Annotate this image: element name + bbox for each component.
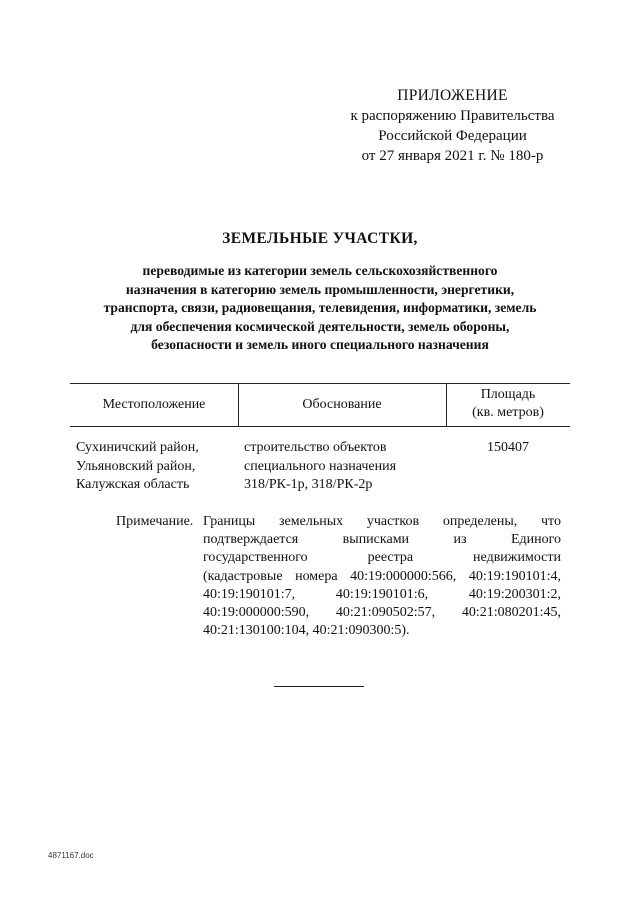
document-subtitle (90, 262, 550, 355)
header-area-line1: Площадь (480, 387, 536, 402)
table-header-rule (70, 426, 570, 427)
subtitle-line: назначения в категорию земель промышленности, энергетики, (125, 281, 515, 297)
document-code: 4871167.doc (48, 851, 94, 860)
subtitle-line: для обеспечения космической деятельности, земель обороны, (130, 318, 510, 334)
annex-line-government: Российской Федерации (378, 128, 527, 144)
cell-area: 150407 (487, 440, 529, 455)
note-line: государственного реестра недвижимости (203, 550, 561, 566)
basis-line: строительство объектов (244, 440, 387, 455)
subtitle-line: безопасности и земель иного специального назначения (151, 337, 489, 353)
annex-title: ПРИЛОЖЕНИЕ (397, 87, 508, 104)
location-line: Калужская область (76, 477, 190, 492)
annex-header (330, 86, 575, 166)
annex-line-date-number: от 27 января 2021 г. № 180-р (361, 148, 544, 164)
note-line: 40:19:190101:7, 40:19:190101:6, 40:19:200301:2, (203, 586, 561, 602)
note-line: 40:19:000000:590, 40:21:090502:57, 40:21:080201:45, (203, 605, 561, 621)
cell-location (76, 439, 236, 495)
location-line: Ульяновский район, (76, 458, 196, 474)
header-area-line2: (кв. метров) (472, 405, 544, 420)
basis-line: специального назначения (244, 458, 397, 474)
header-location: Местоположение (102, 397, 206, 412)
end-of-document-rule (274, 686, 364, 687)
cell-basis (244, 439, 444, 495)
location-line: Сухиничский район, (76, 440, 199, 455)
subtitle-line: переводимые из категории земель сельскохозяйственного (142, 263, 498, 278)
header-basis: Обоснование (302, 397, 382, 412)
note-line: подтверждается выписками из Единого (203, 532, 561, 548)
note-line: (кадастровые номера 40:19:000000:566, 40:19:190101:4, (203, 568, 561, 584)
note-text (203, 513, 561, 640)
table-top-rule (70, 383, 570, 384)
annex-line-decree: к распоряжению Правительства (350, 108, 555, 124)
note-label: Примечание. (116, 514, 194, 529)
subtitle-line: транспорта, связи, радиовещания, телевидения, информатики, земель (103, 300, 537, 316)
basis-line: 318/РК-1р, 318/РК-2р (244, 477, 373, 492)
note-line: Границы земельных участков определены, что (203, 514, 561, 529)
document-title: ЗЕМЕЛЬНЫЕ УЧАСТКИ, (222, 230, 418, 247)
header-area (446, 386, 570, 422)
note-line: 40:21:130100:104, 40:21:090300:5). (203, 623, 410, 639)
